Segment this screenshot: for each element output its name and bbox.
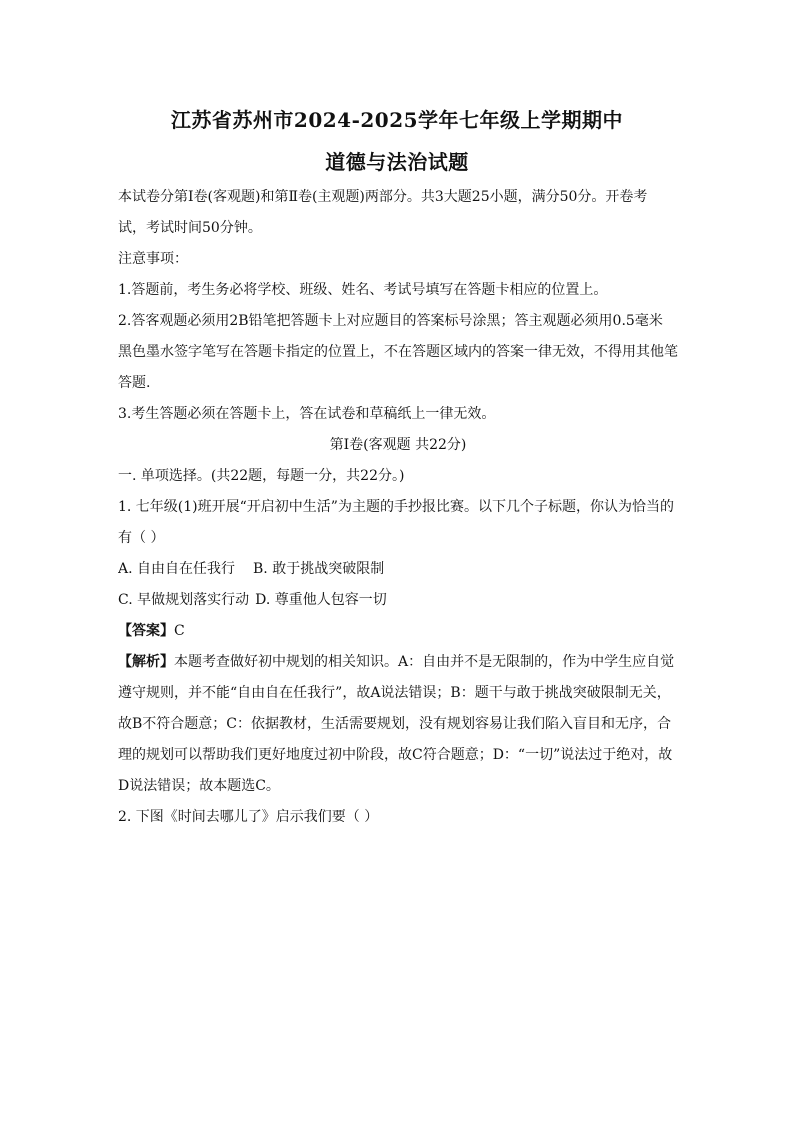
notes-heading: 注意事项：: [118, 251, 188, 267]
analysis-line: 遵守规则，并不能“自由自在任我行”，故A说法错误；B：题干与敢于挑战突破限制无关，: [118, 685, 671, 701]
answer-label: 【答案】: [118, 623, 174, 639]
analysis-line: D说法错误；故本题选C。: [118, 778, 280, 794]
analysis-line: [118, 647, 678, 678]
option-c: C. 早做规划落实行动: [118, 592, 250, 608]
notes-item: 1.答题前，考生务必将学校、班级、姓名、考试号填写在答题卡相应的位置上。: [118, 282, 608, 298]
exam-body: [118, 182, 678, 833]
exam-subtitle: 道德与法治试题: [325, 150, 469, 174]
intro-line: 试，考试时间50分钟。: [118, 220, 262, 236]
analysis-text: 本题考查做好初中规划的相关知识。A：自由并不是无限制的，作为中学生应自觉: [174, 654, 675, 670]
option-b: B. 敢于挑战突破限制: [253, 561, 385, 577]
analysis-label: 【解析】: [118, 654, 174, 670]
answer-value: C: [174, 623, 185, 639]
option-row: [118, 585, 678, 616]
option-d: D. 尊重他人包容一切: [255, 592, 387, 608]
section-heading: 第Ⅰ卷(客观题 共22分): [329, 437, 467, 453]
question-stem: 2. 下图《时间去哪儿了》启示我们要（ ）: [118, 809, 379, 825]
notes-item: 黑色墨水签字笔写在答题卡指定的位置上，不在答题区域内的答案一律无效，不得用其他笔: [118, 344, 678, 360]
answer-line: [118, 616, 678, 647]
option-row: [118, 554, 678, 585]
analysis-line: 故B不符合题意；C：依据教材，生活需要规划，没有规划容易让我们陷入盲目和无序，合: [118, 716, 671, 732]
notes-item: 2.答客观题必须用2B铅笔把答题卡上对应题目的答案标号涂黑；答主观题必须用0.5毫米: [118, 313, 663, 329]
question-stem: 有（ ）: [118, 530, 165, 546]
part-heading: 一. 单项选择。(共22题，每题一分，共22分。): [118, 468, 405, 484]
analysis-line: 理的规划可以帮助我们更好地度过初中阶段，故C符合题意；D：“一切”说法过于绝对，故: [118, 747, 673, 763]
notes-item: 3.考生答题必须在答题卡上，答在试卷和草稿纸上一律无效。: [118, 406, 496, 422]
question-stem: 1. 七年级(1)班开展“开启初中生活”为主题的手抄报比赛。以下几个子标题，你认为恰当的: [118, 499, 674, 515]
option-a: A. 自由自在任我行: [118, 561, 236, 577]
exam-title: 江苏省苏州市2024-2025学年七年级上学期期中: [170, 108, 624, 132]
intro-line: 本试卷分第Ⅰ卷(客观题)和第Ⅱ卷(主观题)两部分。共3大题25小题，满分50分。开卷考: [118, 189, 648, 205]
notes-item: 答题.: [118, 375, 151, 391]
